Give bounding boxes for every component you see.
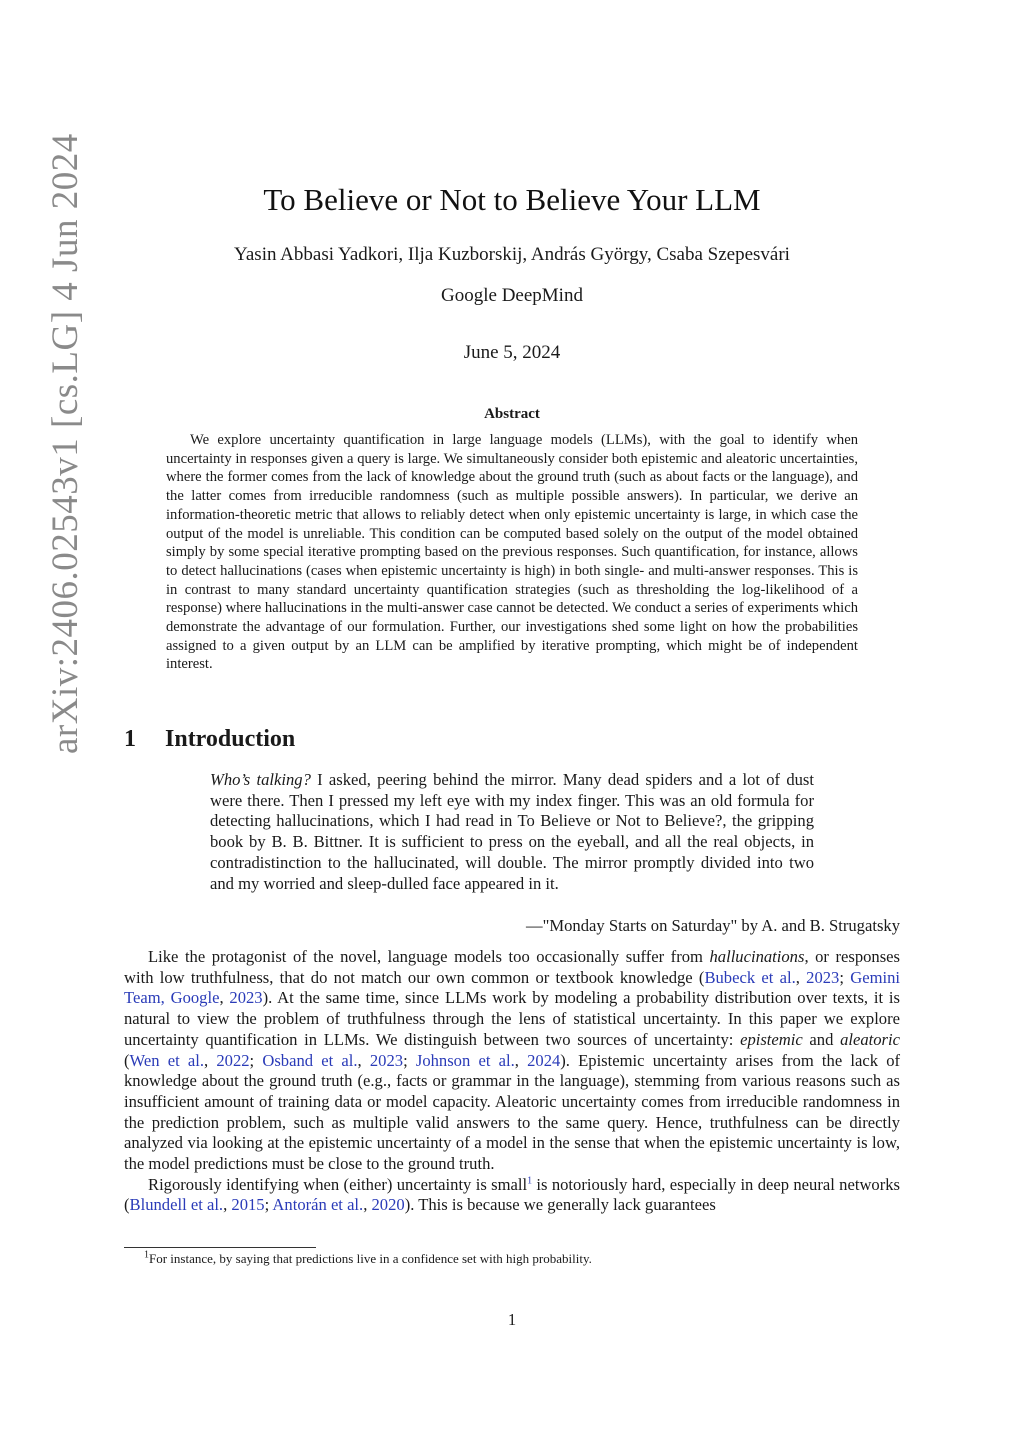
body-text — [124, 947, 900, 1216]
footnote-text: For instance, by saying that predictions live in a confidence set with high probability. — [149, 1251, 592, 1266]
citation-link[interactable] — [272, 1195, 363, 1214]
text-run: ; — [839, 967, 851, 987]
citation-year: 2024 — [527, 1050, 561, 1070]
emphasis: hallucinations — [709, 947, 805, 966]
footnote — [124, 1251, 900, 1267]
citation-author: Wen et al. — [129, 1050, 205, 1070]
quote-text: I asked, peering behind the mirror. Many dead spiders and a lot of dust were there. Then I pressed my left eye with my index finger. This was an old formula for detecting hallucinations, which I had read in To Believe or Not to Believe?, the gripping book by B. B. Bittner. It is sufficient to press on the eyeball, and all the real objects, in contradistinction to the hallucinated, will double. The mirror promptly divided into two and my worried and sleep-dulled face appeared in it. — [210, 770, 814, 893]
text-run: , — [204, 1050, 217, 1070]
citation-author: Johnson et al. — [415, 1050, 515, 1070]
text-run: ). Epistemic uncertainty arises from the lack of knowledge about the ground truth (e.g., facts or grammar in the language), stemming from various reasons such as insufficient amount of training data or model capacity. Aleatoric uncertainty comes from irreducible randomness in the prediction problem, such as multiple valid answers to the same query. Hence, truthfulness can be directly analyzed via looking at the epistemic uncertainty of a model in the sense that when the epistemic uncertainty is low, the model predictions must be close to the ground truth. — [124, 1050, 901, 1174]
citation-author: Antorán et al. — [272, 1195, 364, 1215]
text-run: , — [363, 1195, 372, 1215]
citation-year: 2020 — [371, 1195, 405, 1215]
text-run: ; — [403, 1050, 416, 1070]
section-number: 1 — [124, 726, 136, 752]
citation-year: 2015 — [231, 1195, 265, 1215]
citation-link[interactable] — [229, 988, 262, 1007]
text-run: , — [219, 988, 230, 1008]
citation-year: 2023 — [369, 1050, 404, 1070]
citation-link[interactable] — [130, 1051, 204, 1070]
author-list: Yasin Abbasi Yadkori, Ilja Kuzborskij, András György, Csaba Szepesvári — [234, 244, 790, 265]
footnote-marker[interactable]: 1 — [527, 1175, 533, 1187]
citation-link[interactable] — [806, 968, 839, 987]
citation-link[interactable] — [130, 1195, 224, 1214]
publication-date: June 5, 2024 — [463, 342, 561, 363]
text-run: ). This is because we generally lack guarantees — [404, 1195, 716, 1215]
citation-link[interactable] — [527, 1051, 560, 1070]
citation-link[interactable] — [416, 1051, 515, 1070]
citation-year: 2023 — [229, 988, 263, 1008]
text-run: ; — [249, 1050, 263, 1070]
text-run: ( — [124, 1050, 130, 1070]
epigraph-quote — [210, 770, 814, 894]
text-run: , or responses with low truthfulness, that do not match our own common or textbook knowledge ( — [124, 947, 900, 987]
citation-year: 2023 — [806, 967, 840, 987]
paper-title: To Believe or Not to Believe Your LLM — [263, 182, 761, 217]
arxiv-stamp: arXiv:2406.02543v1 [cs.LG] 4 Jun 2024 — [45, 133, 86, 754]
text-run: , — [795, 967, 807, 987]
citation-link[interactable] — [704, 968, 795, 987]
citation-author: Bubeck et al. — [704, 967, 796, 987]
text-run: ). At the same time, since LLMs work by modeling a probability distribution over texts, it is natural to view the problem of truthfulness through the lens of statistical uncertainty. In this paper we explore uncertainty quantification in LLMs. We distinguish between two sources of uncertainty: — [124, 988, 900, 1049]
citation-author: Gemini Team, Google — [124, 967, 900, 1008]
text-run: Like the protagonist of the novel, language models too occasionally suffer from — [148, 947, 710, 966]
page-number: 1 — [507, 1310, 517, 1329]
text-run: Rigorously identifying when (either) uncertainty is small — [148, 1174, 528, 1194]
section-heading — [124, 726, 295, 753]
paragraph-2 — [124, 1175, 900, 1216]
citation-link[interactable] — [231, 1195, 264, 1214]
citation-author: Osband et al. — [262, 1050, 358, 1070]
emphasis: epistemic — [740, 1029, 803, 1049]
citation-author: Blundell et al. — [129, 1195, 224, 1215]
emphasis: aleatoric — [840, 1029, 900, 1049]
text-run: and — [802, 1029, 841, 1049]
citation-link[interactable] — [216, 1051, 249, 1070]
text-run: , — [357, 1050, 370, 1070]
citation-link[interactable] — [262, 1051, 357, 1070]
affiliation: Google DeepMind — [441, 285, 583, 306]
abstract-heading: Abstract — [484, 406, 540, 422]
text-run: , — [514, 1050, 528, 1070]
citation-link[interactable] — [370, 1051, 403, 1070]
abstract-text: We explore uncertainty quantification in large language models (LLMs), with the goal to identify when uncertainty in responses given a query is large. We simultaneously consider both epistemic and aleatoric uncertainties, where the former comes from the lack of knowledge about the ground truth (such as about facts or the language), and the latter comes from irreducible randomness (such as multiple possible answers). In particular, we derive an information-theoretic metric that allows to reliably detect when only epistemic uncertainty is large, in which case the output of the model is unreliable. This condition can be computed based solely on the output of the model obtained simply by some special iterative prompting based on the previous responses. Such quantification, for instance, allows to detect hallucinations (cases when epistemic uncertainty is high) in both single- and multi-answer responses. This is in contrast to many standard uncertainty quantification strategies (such as thresholding the log-likelihood of a response) where hallucinations in the multi-answer case cannot be detected. We conduct a series of experiments which demonstrate the advantage of our formulation. Further, our investigations shed some light on how the probabilities assigned to a given output by an LLM can be amplified by iterative prompting, which might be of independent interest. — [166, 432, 858, 673]
text-run: , — [223, 1195, 232, 1215]
section-title: Introduction — [165, 726, 296, 752]
quote-attribution: —"Monday Starts on Saturday" by A. and B. Strugatsky — [526, 916, 900, 935]
paragraph-1 — [124, 947, 900, 1175]
footnote-rule — [124, 1247, 316, 1248]
quote-lead: Who’s talking? — [210, 770, 311, 789]
footnote-mark: 1 — [144, 1249, 149, 1261]
citation-year: 2022 — [216, 1050, 250, 1070]
citation-link[interactable] — [372, 1195, 405, 1214]
text-run: is notoriously hard, especially in deep neural networks ( — [124, 1174, 901, 1215]
text-run: ; — [264, 1195, 273, 1215]
